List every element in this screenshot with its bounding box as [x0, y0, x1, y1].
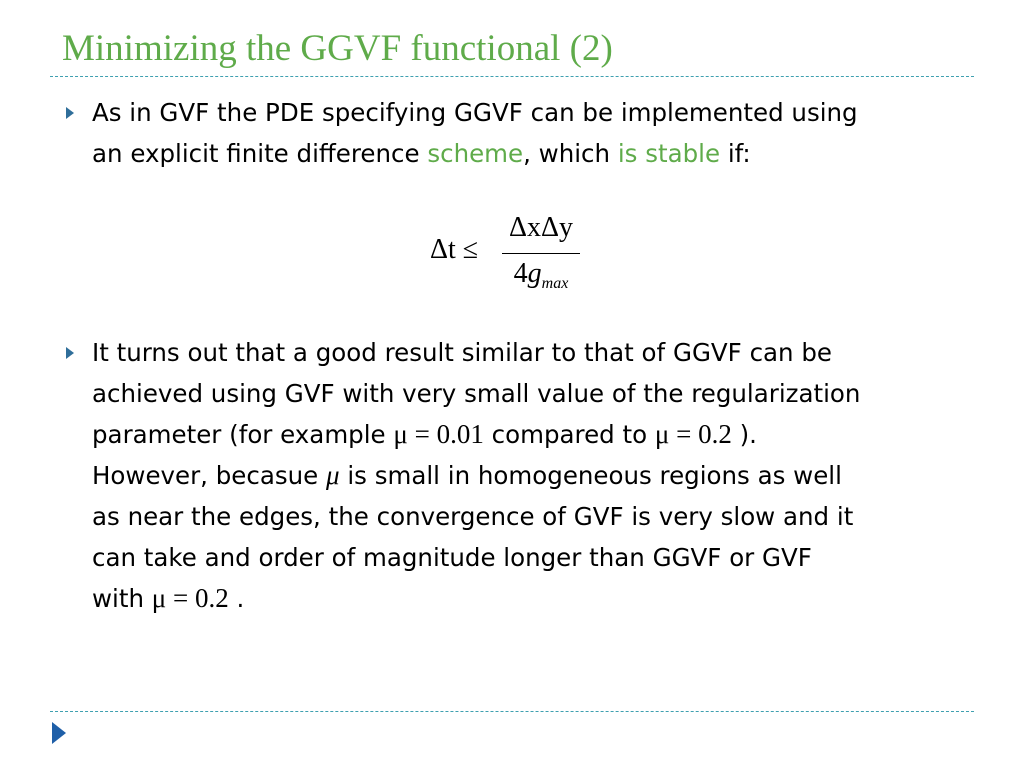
math-mu-0-01: μ = 0.01 [393, 419, 484, 449]
math-mu-0-2: μ = 0.2 [151, 583, 229, 613]
equation-denominator [502, 258, 580, 293]
bullet-paragraph-2 [92, 332, 972, 619]
footer-divider [50, 711, 974, 712]
triangle-bullet-icon [66, 347, 74, 359]
highlight-scheme: scheme [427, 139, 524, 168]
bullet-2-line-7 [92, 578, 972, 619]
bullet-2-line-4 [92, 455, 972, 496]
text-fragment: is small in homogeneous regions as well [339, 461, 842, 490]
bullet-2-line-5: as near the edges, the convergence of GVF is very slow and it [92, 502, 854, 531]
denominator-variable: g [527, 258, 542, 289]
denominator-subscript: max [541, 275, 569, 292]
text-fragment: compared to [483, 420, 655, 449]
text-fragment: with [92, 584, 152, 613]
bullet-2-line-1: It turns out that a good result similar to that of GGVF can be [92, 338, 832, 367]
denominator-coefficient: 4 [513, 258, 528, 289]
equation-lhs: Δt ≤ [430, 234, 479, 265]
slide-title: Minimizing the GGVF functional (2) [62, 28, 613, 69]
text-fragment: , which [523, 139, 618, 168]
highlight-is-stable: is stable [617, 139, 721, 168]
math-mu-0-2: μ = 0.2 [654, 419, 732, 449]
next-slide-arrow-icon[interactable] [52, 722, 66, 744]
text-fragment: ). [731, 420, 757, 449]
bullet-2-line-2: achieved using GVF with very small value of the regularization [92, 379, 861, 408]
bullet-2-line-6: can take and order of magnitude longer than GGVF or GVF [92, 543, 812, 572]
text-fragment: . [228, 584, 245, 613]
text-fragment: parameter (for example [92, 420, 394, 449]
stability-equation [430, 210, 600, 305]
bullet-1-line-1: As in GVF the PDE specifying GGVF can be implemented using [92, 98, 858, 127]
equation-numerator: ΔxΔy [508, 212, 573, 243]
text-fragment: an explicit finite difference [92, 139, 428, 168]
text-fragment: However, becasue [92, 461, 327, 490]
triangle-bullet-icon [66, 107, 74, 119]
fraction-bar [502, 253, 580, 254]
bullet-2-line-3 [92, 414, 972, 455]
bullet-paragraph-1 [92, 92, 972, 174]
text-fragment: if: [720, 139, 751, 168]
bullet-1-line-2 [92, 133, 972, 174]
math-mu: μ [326, 460, 340, 490]
title-divider [50, 76, 974, 77]
